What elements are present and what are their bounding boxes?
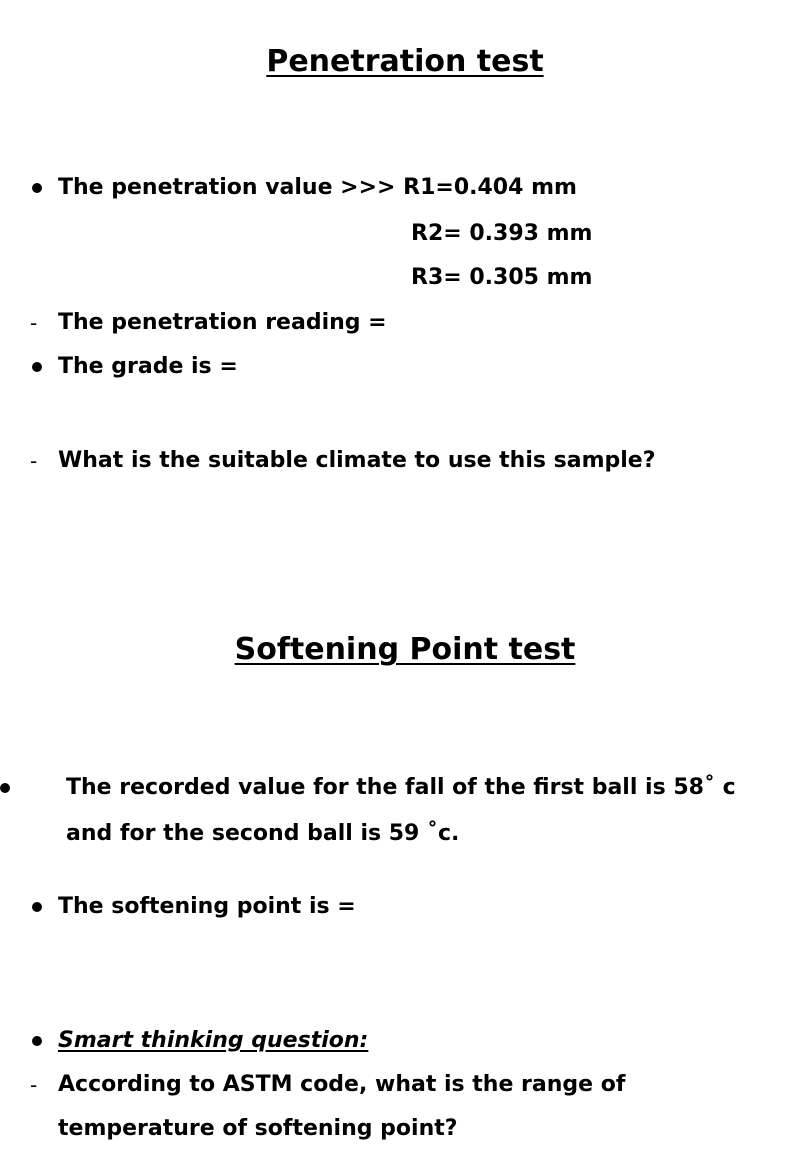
- bullet-icon: [32, 362, 42, 372]
- penetration-r3: R3= 0.305 mm: [411, 265, 593, 290]
- dash-marker: -: [30, 449, 38, 473]
- bullet-icon: [32, 1036, 42, 1046]
- smart-thinking-label: Smart thinking question:: [58, 1028, 369, 1053]
- bullet-icon: [0, 783, 10, 793]
- penetration-value-line: The penetration value >>> R1=0.404 mm: [58, 175, 577, 200]
- bullet-icon: [32, 183, 42, 193]
- bullet-icon: [32, 902, 42, 912]
- softening-title: Softening Point test: [234, 632, 576, 667]
- penetration-title: Penetration test: [266, 44, 544, 79]
- softening-point: The softening point is =: [58, 894, 356, 919]
- recorded-value-line1: The recorded value for the fall of the first ball is 58˚ c: [66, 775, 736, 800]
- dash-marker: -: [30, 311, 38, 335]
- penetration-r2: R2= 0.393 mm: [411, 221, 593, 246]
- astm-question-line1: According to ASTM code, what is the range of: [58, 1072, 626, 1097]
- penetration-grade: The grade is =: [58, 354, 238, 379]
- recorded-value-line2: and for the second ball is 59 ˚c.: [66, 821, 460, 846]
- climate-question: What is the suitable climate to use this sample?: [58, 448, 656, 473]
- dash-marker: -: [30, 1073, 38, 1097]
- penetration-reading: The penetration reading =: [58, 310, 387, 335]
- astm-question-line2: temperature of softening point?: [58, 1116, 458, 1141]
